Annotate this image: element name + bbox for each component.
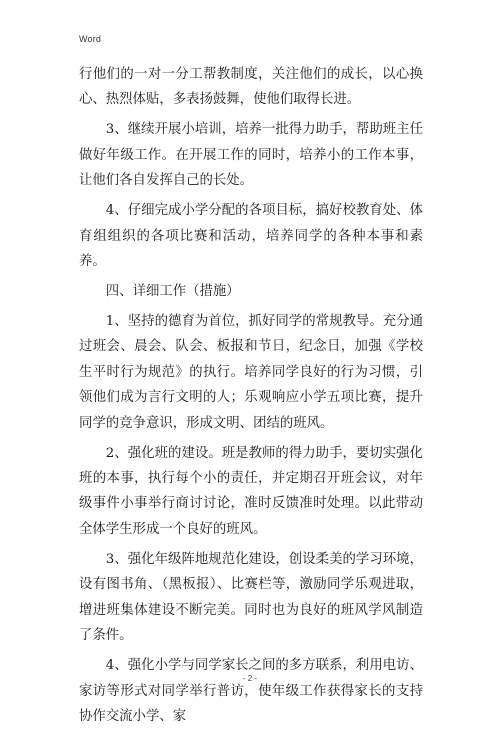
paragraph-continuation: 行他们的一对一分工帮教制度，关注他们的成长，以心换心、热烈体贴，多表扬鼓舞，使他们取得长进。 — [79, 67, 423, 108]
paragraph-measure-1: 1、坚持的德育为首位，抓好同学的常规教导。充分通过班会、晨会、队会、板报和节日，纪念日，加强《学校生平时行为规范》的执行。培养同学良好的行为习惯，引领他们成为言行文明的人；乐观响应小学五项比赛，提升同学的竞争意识，形成文明、团结的班风。 — [79, 314, 423, 431]
paragraph-item-4: 4、仔细完成小学分配的各项目标，搞好校教育处、体育组组织的各项比赛和活动，培养同学的各种本事和素养。 — [79, 203, 423, 270]
document-body — [79, 62, 423, 734]
section-heading: 四、详细工作（措施） — [105, 284, 240, 300]
paragraph-measure-2: 2、强化班的建设。班是教师的得力助手，要切实强化班的本事，执行每个小的责任，并定期召开班会议，对年级事件小事举行商讨讨论，准时反馈准时处理。以此带动全体学生形成一个良好的班风。 — [79, 445, 423, 537]
header-app-label: Word — [79, 34, 102, 44]
page-number: - 2 - — [242, 674, 258, 683]
paragraph-measure-3: 3、强化年级阵地规范化建设，创设柔美的学习环境，设有图书角、（黑板报）、比赛栏等，激励同学乐观进取，增进班集体建设不断完美。同时也为良好的班风学风制造了条件。 — [79, 551, 423, 644]
paragraph-measure-4: 4、强化小学与同学家长之间的多方联系，利用电访、家访等形式对同学举行普访，使年级工作获得家长的支持协作交流小学、家 — [79, 658, 423, 724]
paragraph-item-3: 3、继续开展小培训，培养一批得力助手，帮助班主任做好年级工作。在开展工作的同时，培养小的工作本事，让他们各自发挥自己的长处。 — [79, 122, 423, 189]
